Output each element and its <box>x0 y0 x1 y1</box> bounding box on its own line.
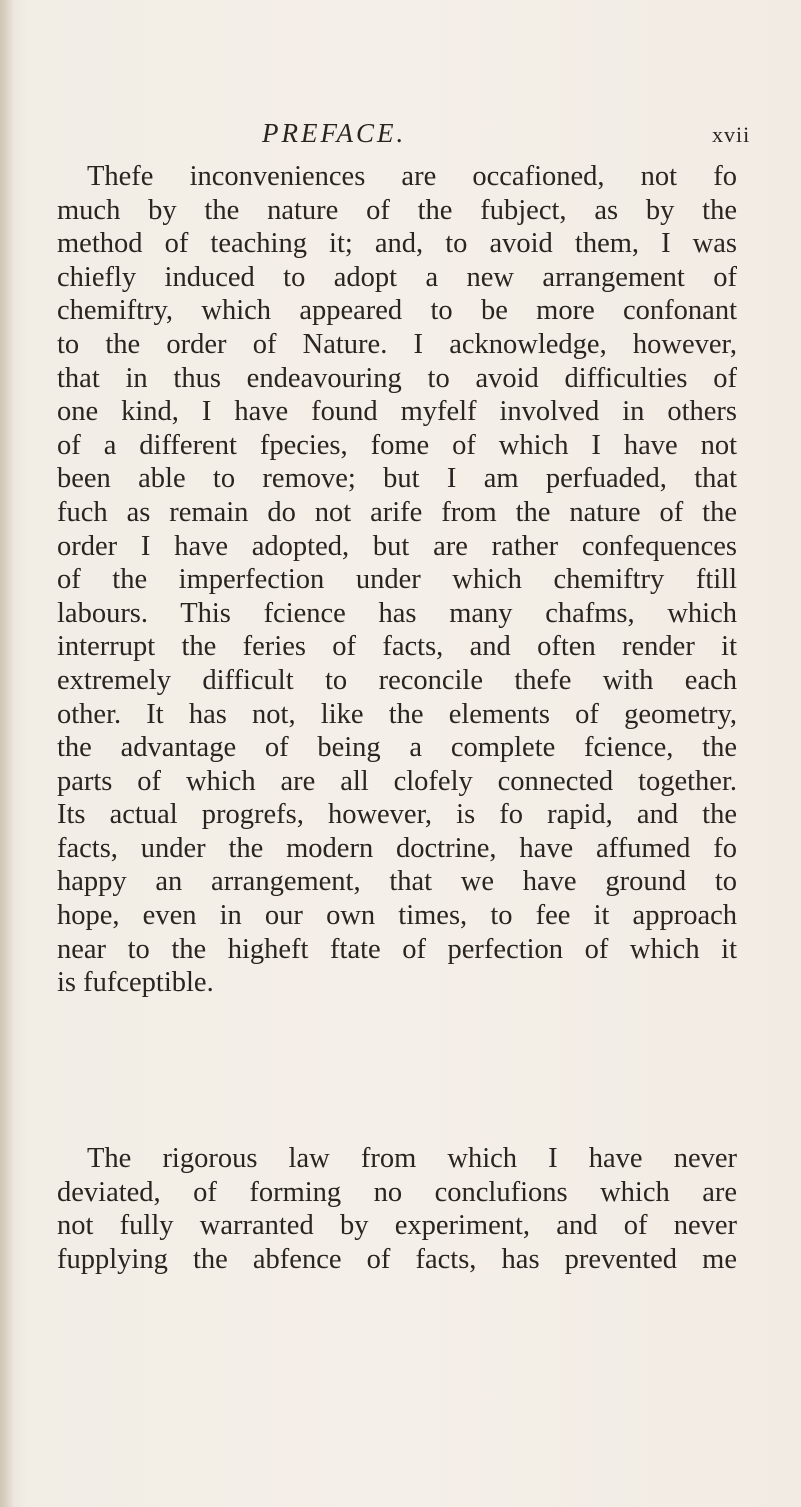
text-line: chemiftry, which appeared to be more confonant <box>57 295 737 327</box>
text-line: near to the higheft ftate of perfection of which it <box>57 933 737 965</box>
text-line: that in thus endeavouring to avoid difficulties of <box>57 362 737 394</box>
text-line: is fufceptible. <box>57 967 214 999</box>
text-line: chiefly induced to adopt a new arrangement of <box>57 261 737 293</box>
page-header <box>0 118 801 158</box>
text-line: fuch as remain do not arife from the nature of the <box>57 496 737 528</box>
paragraph-1 <box>57 160 737 1000</box>
text-line: method of teaching it; and, to avoid them, I was <box>57 228 737 260</box>
text-line: of a different fpecies, fome of which I have not <box>57 429 737 461</box>
text-line: happy an arrangement, that we have ground to <box>57 866 737 898</box>
text-line: deviated, of forming no conclufions which are <box>57 1176 737 1208</box>
text-line: other. It has not, like the elements of geometry, <box>57 698 737 730</box>
text-line: extremely difficult to reconcile thefe with each <box>57 664 737 696</box>
text-line: Thefe inconveniences are occafioned, not fo <box>87 161 737 192</box>
running-head: PREFACE. <box>262 118 407 148</box>
text-line: order I have adopted, but are rather confequences <box>57 530 737 562</box>
text-line: been able to remove; but I am perfuaded, that <box>57 463 737 495</box>
text-line: to the order of Nature. I acknowledge, however, <box>57 328 737 360</box>
text-line: interrupt the feries of facts, and often render it <box>57 631 737 663</box>
text-line: facts, under the modern doctrine, have affumed fo <box>57 832 737 864</box>
text-line: Its actual progrefs, however, is fo rapid, and the <box>57 799 737 831</box>
text-line: hope, even in our own times, to fee it approach <box>57 900 737 932</box>
text-line: parts of which are all clofely connected together. <box>57 765 737 797</box>
text-line: labours. This fcience has many chafms, which <box>57 597 737 629</box>
text-line: of the imperfection under which chemiftry ftill <box>57 564 737 596</box>
text-line: the advantage of being a complete fcience, the <box>57 732 737 764</box>
text-line: The rigorous law from which I have never <box>87 1143 737 1174</box>
text-line: much by the nature of the fubject, as by the <box>57 194 737 226</box>
page-number: xvii <box>712 122 751 147</box>
page-gutter <box>0 0 14 1507</box>
paragraph-2 <box>57 1142 737 1276</box>
text-line: not fully warranted by experiment, and of never <box>57 1210 737 1242</box>
text-line: fupplying the abfence of facts, has prevented me <box>57 1243 737 1275</box>
text-line: one kind, I have found myfelf involved in others <box>57 396 737 428</box>
